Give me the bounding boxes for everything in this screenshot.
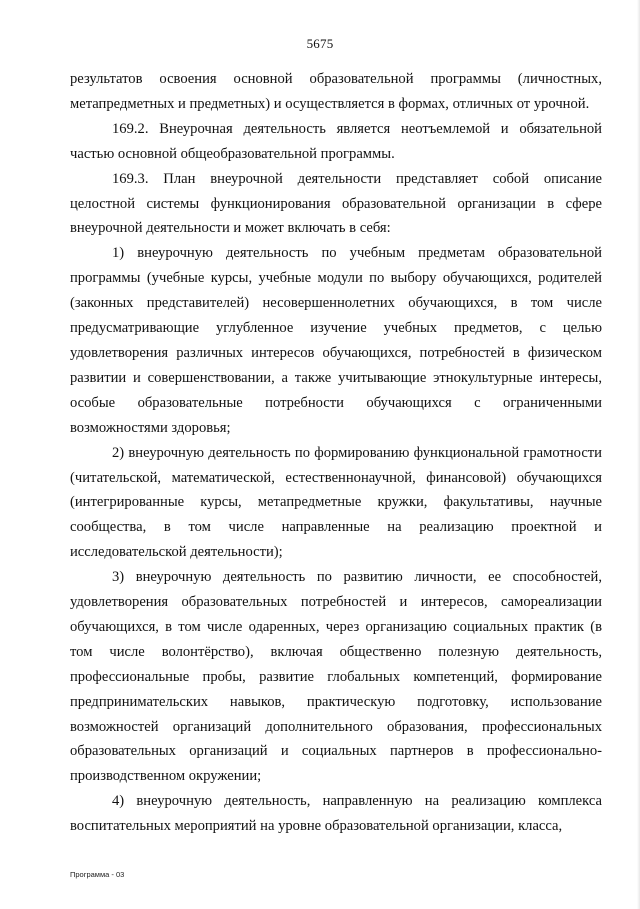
- list-item-1: 1) внеурочную деятельность по учебным предметам образовательной программы (учебные курсы, учебные модули по выбору обучающихся, родителей (законных представителей) несовершеннолетних обучающихся, в том числе предусматривающие углубленное изучение учебных предметов, с целью удовлетворения различных интересов обучающихся, потребностей в физическом развитии и совершенствовании, а также учитывающие этнокультурные интересы, особые образовательные потребности обучающихся с ограниченными возможностями здоровья;: [70, 245, 602, 436]
- list-item-2: 2) внеурочную деятельность по формированию функциональной грамотности (читательской, математической, естественнонаучной, финансовой) обучающихся (интегрированные курсы, метапредметные кружки, факультативы, научные сообщества, в том числе направленные на реализацию проектной и исследовательской деятельности);: [70, 444, 602, 561]
- list-item-3: 3) внеурочную деятельность по развитию личности, ее способностей, удовлетворения образовательных потребностей и интересов, самореализации обучающихся, в том числе одаренных, через организацию социальных практик (в том числе волонтёрство), включая общественно полезную деятельность, профессиональные пробы, развитие глобальных компетенций, формирование предпринимательских навыков, практическую подготовку, использование возможностей организаций дополнительного образования, профессиональных образовательных организаций и социальных партнеров в профессионально-производственном окружении;: [70, 569, 602, 785]
- list-item-4: 4) внеурочную деятельность, направленную на реализацию комплекса воспитательных мероприятий на уровне образовательной организации, класса,: [70, 793, 602, 835]
- page-number: 5675: [306, 36, 334, 51]
- paragraph-continuation: результатов освоения основной образовательной программы (личностных, метапредметных и предметных) и осуществляется в формах, отличных от урочной.: [70, 71, 602, 112]
- document-body: [70, 67, 602, 839]
- paragraph-169-2: 169.2. Внеурочная деятельность является неотъемлемой и обязательной частью основной общеобразовательной программы.: [70, 120, 602, 162]
- paragraph-169-3: 169.3. План внеурочной деятельности представляет собой описание целостной системы функционирования образовательной организации в сфере внеурочной деятельности и может включать в себя:: [70, 170, 602, 237]
- footer-label: Программа - 03: [70, 870, 125, 879]
